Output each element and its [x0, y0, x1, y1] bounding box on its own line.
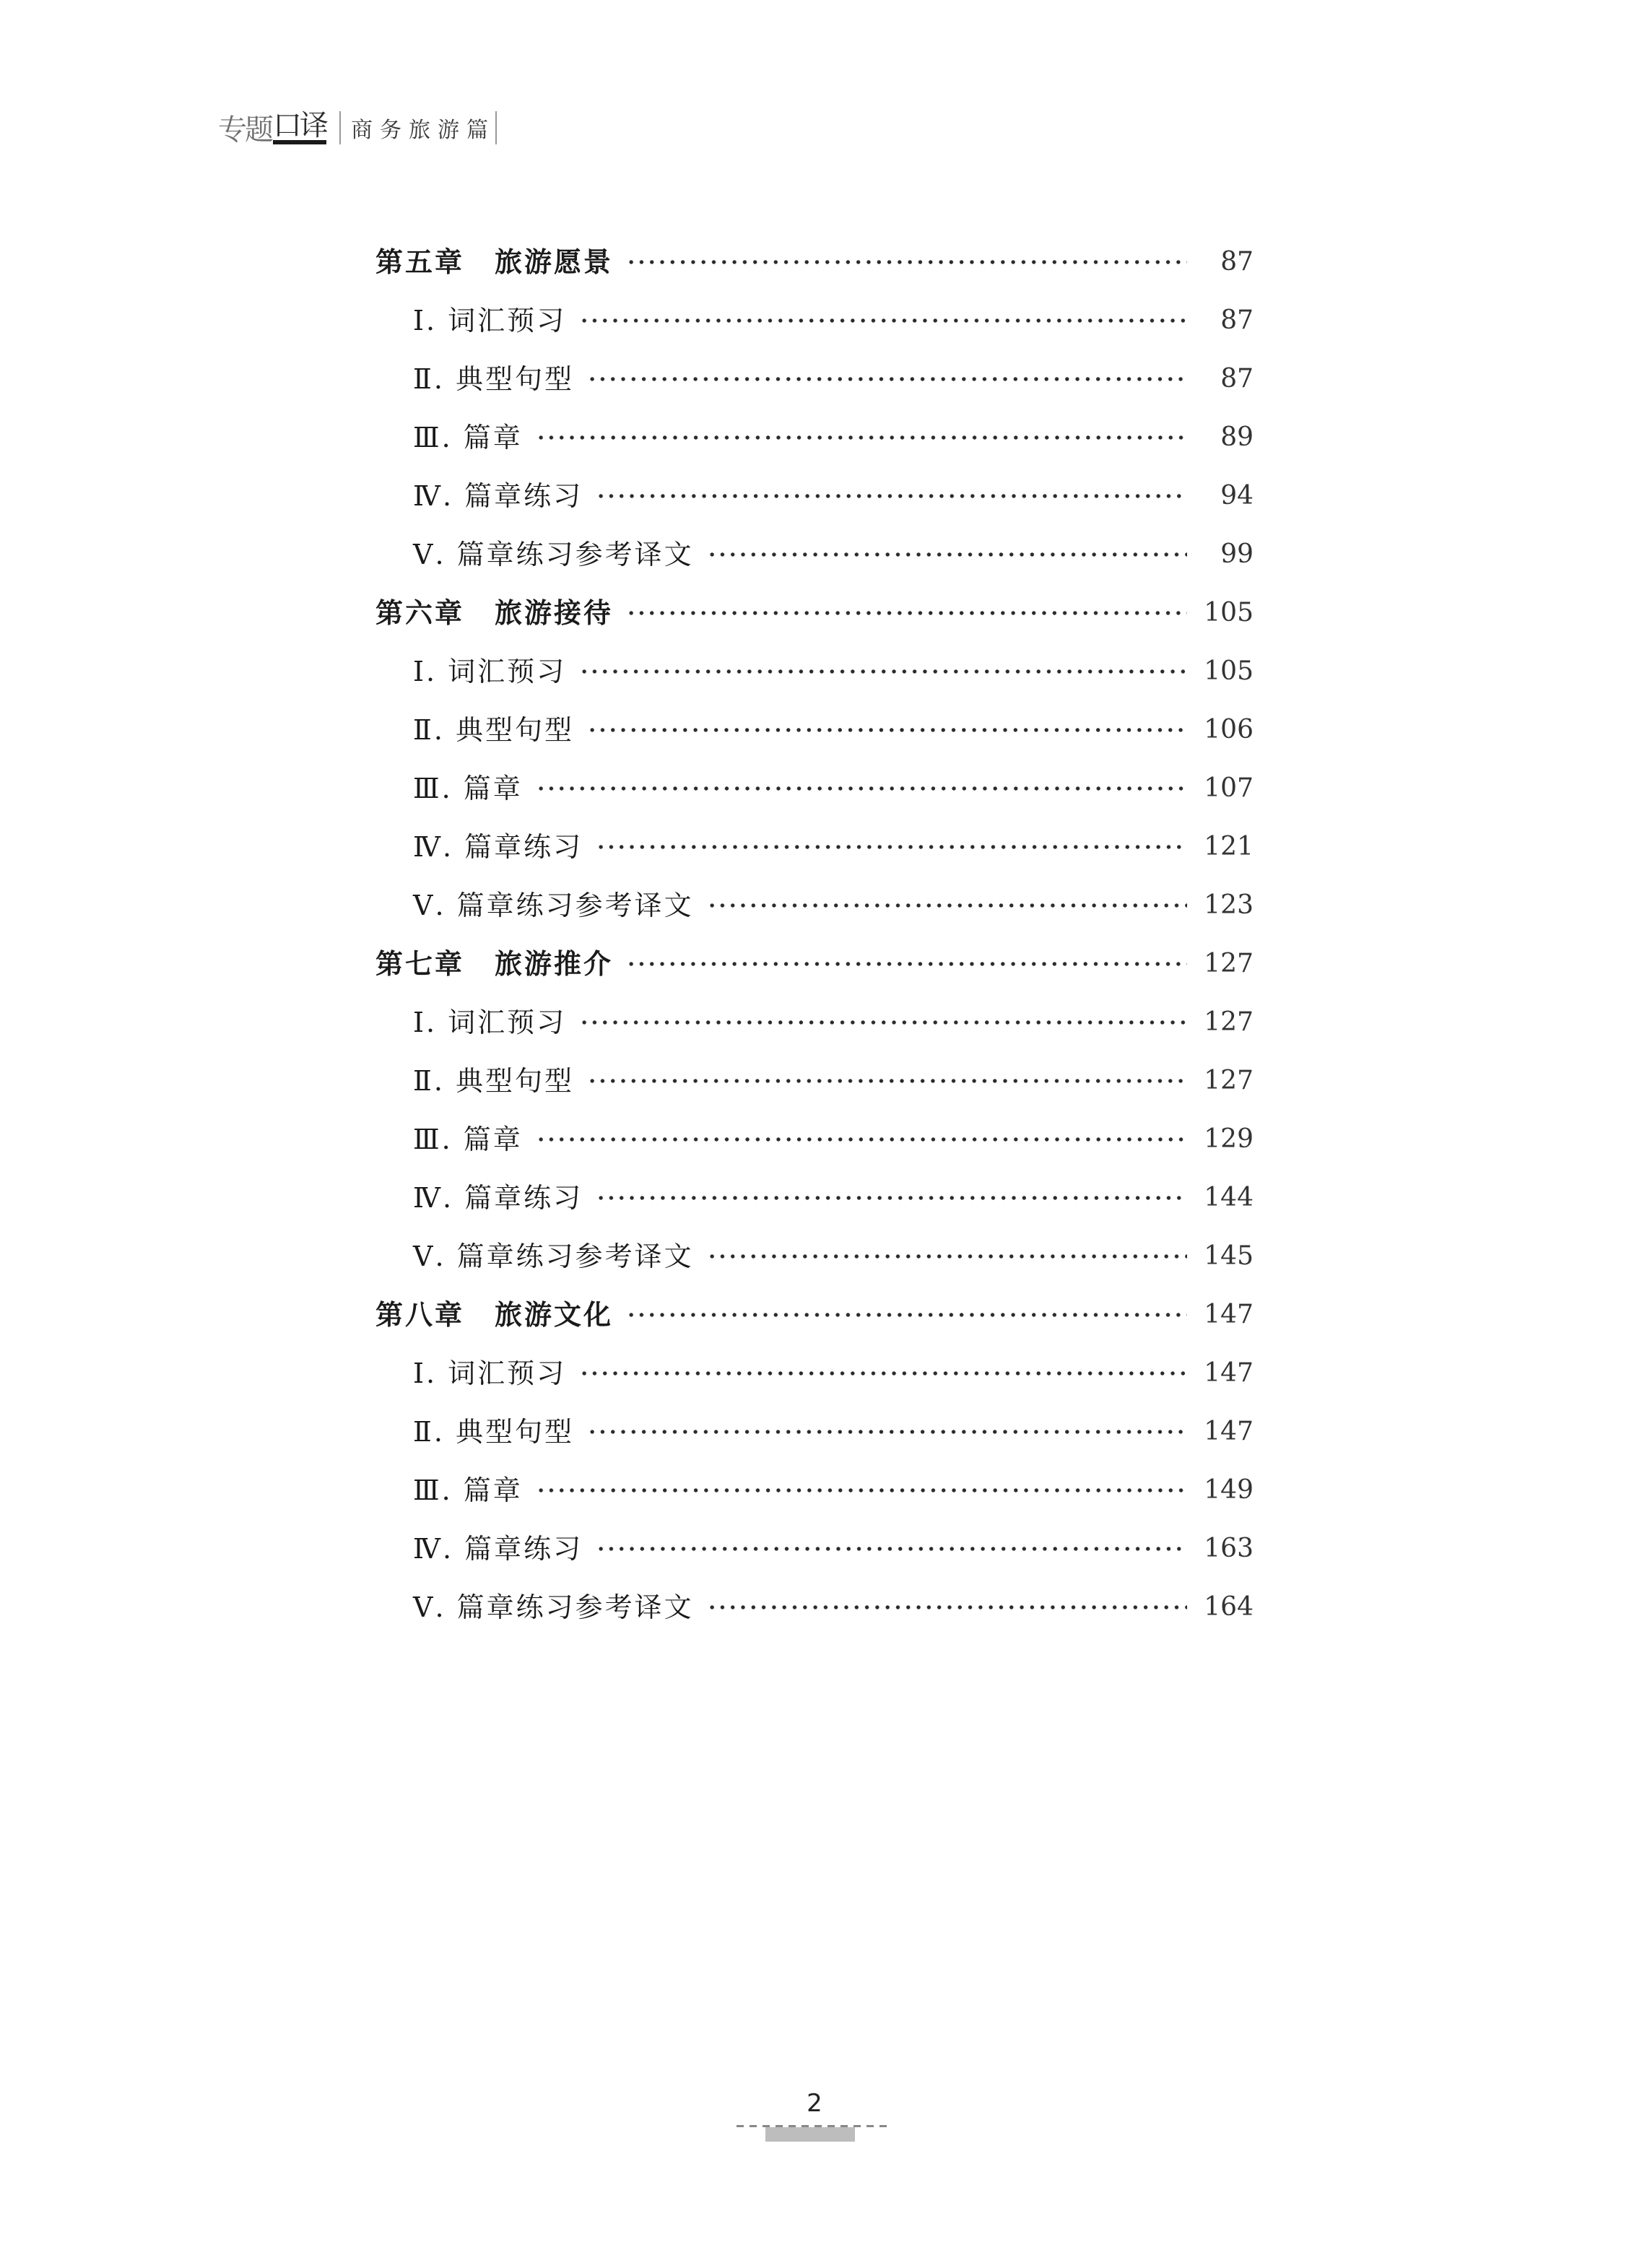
dot-leader: [707, 891, 1187, 920]
toc-page-number: 144: [1204, 1182, 1254, 1212]
toc-page-number: 105: [1204, 597, 1254, 627]
toc-section-label: Ⅳ. 篇章练习: [413, 1184, 596, 1212]
toc-section-row[interactable]: [375, 525, 1254, 583]
table-of-contents: [375, 233, 1254, 1636]
toc-page-number: 106: [1204, 714, 1254, 744]
toc-section-label: Ⅴ. 篇章练习参考译文: [413, 1594, 707, 1621]
running-header: [218, 107, 497, 147]
series-title: 商务旅游篇: [351, 118, 495, 143]
dot-leader: [707, 1593, 1187, 1622]
dot-leader: [579, 1008, 1187, 1037]
toc-section-label: Ⅰ. 词汇预习: [413, 307, 579, 334]
chapter-number: 第七章: [375, 947, 465, 980]
toc-page-number: 127: [1204, 1065, 1254, 1095]
dot-leader: [596, 1183, 1187, 1212]
toc-section-label: Ⅴ. 篇章练习参考译文: [413, 541, 707, 568]
toc-section-row[interactable]: [375, 408, 1254, 466]
toc-section-row[interactable]: [375, 1461, 1254, 1519]
header-divider-end: [495, 111, 497, 144]
toc-page-number: 87: [1220, 246, 1254, 277]
dot-leader: [626, 599, 1187, 627]
dot-leader: [587, 716, 1187, 744]
toc-section-row[interactable]: [375, 1519, 1254, 1578]
toc-page-number: 163: [1204, 1533, 1254, 1563]
toc-page-number: 127: [1204, 1007, 1254, 1037]
toc-section-row[interactable]: [375, 1110, 1254, 1168]
chapter-number: 第六章: [375, 596, 465, 629]
book-title-part2: 口译: [273, 111, 326, 144]
toc-section-row[interactable]: [375, 876, 1254, 934]
toc-page-number: 147: [1204, 1299, 1254, 1329]
dot-leader: [626, 950, 1187, 978]
toc-section-row[interactable]: [375, 993, 1254, 1051]
toc-section-label: Ⅰ. 词汇预习: [413, 1360, 579, 1387]
toc-section-label: Ⅱ. 典型句型: [413, 365, 587, 393]
toc-section-row[interactable]: [375, 466, 1254, 525]
toc-section-row[interactable]: [375, 642, 1254, 700]
toc-section-label: Ⅲ. 篇章: [413, 775, 536, 802]
toc-section-label: Ⅲ. 篇章: [413, 1477, 536, 1504]
dot-leader: [596, 1534, 1187, 1563]
dot-leader: [579, 657, 1187, 686]
dot-leader: [587, 365, 1187, 394]
toc-section-row[interactable]: [375, 1402, 1254, 1461]
toc-page-number: 145: [1204, 1241, 1254, 1271]
toc-page-number: 164: [1204, 1591, 1254, 1622]
toc-section-label: Ⅴ. 篇章练习参考译文: [413, 892, 707, 919]
toc-section-row[interactable]: [375, 1344, 1254, 1402]
toc-page-number: 87: [1220, 363, 1254, 394]
toc-page-number: 147: [1204, 1416, 1254, 1446]
dot-leader: [536, 423, 1187, 452]
dot-leader: [626, 248, 1187, 277]
dot-leader: [596, 482, 1187, 510]
toc-page-number: 147: [1204, 1357, 1254, 1388]
toc-section-label: Ⅱ. 典型句型: [413, 1067, 587, 1095]
dot-leader: [707, 1242, 1187, 1271]
footer-gray-bar: [765, 2127, 855, 2142]
book-title-part1: 专题: [218, 113, 272, 147]
chapter-number: 第八章: [375, 1298, 465, 1331]
toc-section-label: Ⅴ. 篇章练习参考译文: [413, 1243, 707, 1270]
dot-leader: [536, 1476, 1187, 1505]
toc-page-number: 129: [1204, 1124, 1254, 1154]
toc-section-label: Ⅳ. 篇章练习: [413, 482, 596, 510]
toc-page-number: 94: [1220, 480, 1254, 510]
toc-page-number: 99: [1220, 539, 1254, 569]
toc-chapter-row[interactable]: [375, 1285, 1254, 1344]
toc-chapter-label: [375, 596, 626, 629]
toc-section-row[interactable]: [375, 1227, 1254, 1285]
toc-chapter-label: [375, 1298, 626, 1331]
toc-page-number: 107: [1204, 773, 1254, 803]
chapter-title: 旅游推介: [495, 947, 614, 980]
toc-chapter-row[interactable]: [375, 583, 1254, 642]
toc-section-label: Ⅰ. 词汇预习: [413, 658, 579, 685]
dot-leader: [596, 833, 1187, 861]
toc-page-number: 123: [1204, 890, 1254, 920]
toc-page-number: 105: [1204, 656, 1254, 686]
dot-leader: [579, 1359, 1187, 1388]
toc-section-row[interactable]: [375, 1051, 1254, 1110]
toc-section-label: Ⅱ. 典型句型: [413, 1418, 587, 1446]
dot-leader: [536, 774, 1187, 803]
toc-section-label: Ⅰ. 词汇预习: [413, 1009, 579, 1036]
chapter-title: 旅游接待: [495, 596, 614, 629]
dot-leader: [579, 306, 1187, 335]
chapter-title: 旅游愿景: [495, 246, 614, 278]
toc-section-row[interactable]: [375, 291, 1254, 349]
dot-leader: [626, 1300, 1187, 1329]
toc-chapter-label: [375, 947, 626, 980]
toc-page-number: 149: [1204, 1474, 1254, 1505]
toc-section-row[interactable]: [375, 700, 1254, 759]
page-footer: [737, 2089, 892, 2147]
toc-section-label: Ⅳ. 篇章练习: [413, 1535, 596, 1563]
dot-leader: [587, 1417, 1187, 1446]
toc-section-row[interactable]: [375, 349, 1254, 408]
page-number: 2: [807, 2089, 822, 2118]
toc-chapter-label: [375, 248, 626, 276]
toc-page-number: 89: [1220, 422, 1254, 452]
toc-section-label: Ⅱ. 典型句型: [413, 716, 587, 744]
dot-leader: [536, 1125, 1187, 1154]
chapter-number: 第五章: [375, 246, 465, 278]
toc-section-row[interactable]: [375, 817, 1254, 876]
dot-leader: [587, 1066, 1187, 1095]
toc-chapter-row[interactable]: [375, 934, 1254, 993]
toc-section-row[interactable]: [375, 1168, 1254, 1227]
toc-section-label: Ⅲ. 篇章: [413, 424, 536, 451]
toc-page-number: 87: [1220, 305, 1254, 335]
toc-page-number: 121: [1204, 831, 1254, 861]
header-divider: [339, 111, 341, 144]
toc-section-row[interactable]: [375, 759, 1254, 817]
toc-section-label: Ⅳ. 篇章练习: [413, 833, 596, 861]
toc-page-number: 127: [1204, 948, 1254, 978]
toc-section-label: Ⅲ. 篇章: [413, 1126, 536, 1153]
toc-section-row[interactable]: [375, 1578, 1254, 1636]
chapter-title: 旅游文化: [495, 1298, 614, 1331]
toc-chapter-row[interactable]: [375, 233, 1254, 291]
dot-leader: [707, 540, 1187, 569]
